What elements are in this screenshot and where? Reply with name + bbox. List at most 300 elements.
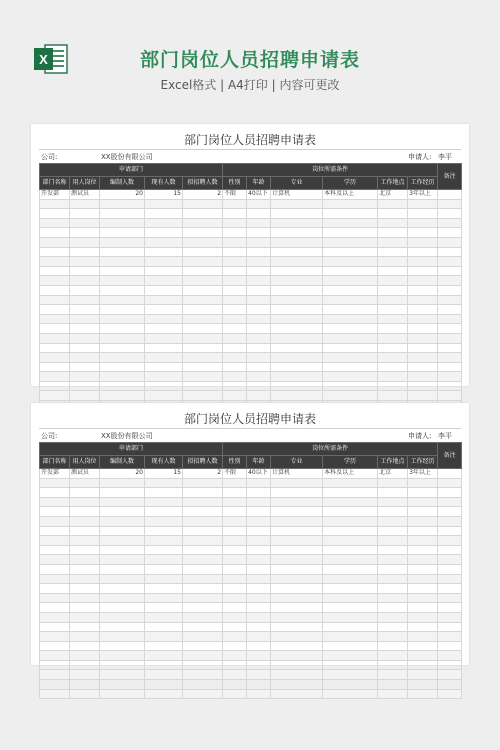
table-cell[interactable] [100,237,145,247]
table-cell[interactable] [145,603,183,613]
table-cell[interactable] [145,632,183,642]
table-cell[interactable] [145,545,183,555]
table-cell[interactable] [438,381,462,391]
table-cell[interactable] [247,612,271,622]
table-cell[interactable] [40,295,70,305]
table-cell[interactable] [271,555,323,565]
table-cell[interactable] [271,516,323,526]
table-cell[interactable] [247,488,271,498]
table-cell[interactable] [223,555,247,565]
table-cell[interactable] [40,641,70,651]
table-cell[interactable] [247,660,271,670]
table-cell[interactable] [223,314,247,324]
table-cell[interactable]: 20 [100,190,145,200]
table-cell[interactable] [100,381,145,391]
table-cell[interactable] [183,593,223,603]
table-cell[interactable]: 不限 [223,190,247,200]
table-cell[interactable] [100,372,145,382]
table-cell[interactable] [100,343,145,353]
table-cell[interactable] [145,660,183,670]
table-cell[interactable] [408,526,438,536]
table-cell[interactable] [271,218,323,228]
table-cell[interactable] [271,276,323,286]
table-cell[interactable] [70,497,100,507]
table-cell[interactable] [378,564,408,574]
table-cell[interactable] [378,478,408,488]
table-cell[interactable] [145,612,183,622]
table-cell[interactable] [100,526,145,536]
table-cell[interactable] [323,199,378,209]
table-cell[interactable]: 3年以上 [408,190,438,200]
table-cell[interactable] [378,680,408,690]
table-cell[interactable] [378,584,408,594]
table-cell[interactable] [40,651,70,661]
table-cell[interactable] [145,257,183,267]
table-cell[interactable] [438,333,462,343]
table-cell[interactable] [408,632,438,642]
table-cell[interactable] [247,362,271,372]
table-cell[interactable] [378,333,408,343]
table-cell[interactable] [145,343,183,353]
table-cell[interactable] [378,362,408,372]
table-cell[interactable] [223,622,247,632]
table-cell[interactable] [100,516,145,526]
table-cell[interactable] [145,622,183,632]
table-cell[interactable] [223,324,247,334]
table-cell[interactable] [378,353,408,363]
table-cell[interactable] [100,333,145,343]
table-cell[interactable] [247,247,271,257]
table-cell[interactable] [323,641,378,651]
table-cell[interactable] [247,199,271,209]
table-cell[interactable] [40,526,70,536]
table-cell[interactable] [40,680,70,690]
table-cell[interactable]: 2 [183,190,223,200]
table-cell[interactable] [70,651,100,661]
table-cell[interactable] [100,324,145,334]
table-cell[interactable] [100,593,145,603]
table-cell[interactable] [438,285,462,295]
table-cell[interactable] [408,555,438,565]
table-cell[interactable] [145,507,183,517]
table-cell[interactable] [40,353,70,363]
table-cell[interactable] [271,564,323,574]
table-cell[interactable] [378,526,408,536]
table-cell[interactable] [323,670,378,680]
table-cell[interactable]: 开发部 [40,190,70,200]
table-cell[interactable] [378,247,408,257]
table-cell[interactable] [100,353,145,363]
table-cell[interactable] [438,478,462,488]
table-cell[interactable] [145,516,183,526]
table-cell[interactable] [323,305,378,315]
table-cell[interactable] [438,190,462,200]
table-cell[interactable]: 3年以上 [408,469,438,479]
table-cell[interactable] [247,343,271,353]
table-cell[interactable] [323,257,378,267]
table-cell[interactable] [378,343,408,353]
table-cell[interactable] [40,209,70,219]
table-cell[interactable] [40,497,70,507]
table-cell[interactable] [183,285,223,295]
table-cell[interactable] [145,333,183,343]
table-cell[interactable] [271,526,323,536]
table-cell[interactable] [247,555,271,565]
table-cell[interactable] [70,603,100,613]
table-cell[interactable] [323,372,378,382]
table-cell[interactable] [408,689,438,699]
table-cell[interactable] [183,391,223,401]
table-cell[interactable] [247,237,271,247]
table-cell[interactable] [223,584,247,594]
table-cell[interactable] [183,622,223,632]
table-cell[interactable] [40,660,70,670]
table-cell[interactable] [247,526,271,536]
table-cell[interactable] [183,478,223,488]
table-cell[interactable] [378,305,408,315]
table-cell[interactable]: 不限 [223,469,247,479]
table-cell[interactable] [323,285,378,295]
table-cell[interactable] [408,333,438,343]
table-cell[interactable] [40,670,70,680]
table-cell[interactable] [323,237,378,247]
table-cell[interactable] [271,622,323,632]
table-cell[interactable] [408,324,438,334]
table-cell[interactable] [145,353,183,363]
table-cell[interactable] [100,612,145,622]
table-cell[interactable] [223,276,247,286]
table-cell[interactable] [70,545,100,555]
table-cell[interactable] [378,516,408,526]
table-cell[interactable] [223,391,247,401]
table-cell[interactable] [247,314,271,324]
table-cell[interactable] [271,680,323,690]
table-cell[interactable] [247,257,271,267]
table-cell[interactable] [100,622,145,632]
table-cell[interactable] [438,622,462,632]
table-cell[interactable] [323,689,378,699]
table-cell[interactable] [70,612,100,622]
table-cell[interactable] [247,295,271,305]
table-cell[interactable] [271,584,323,594]
table-cell[interactable] [183,488,223,498]
table-cell[interactable] [100,670,145,680]
table-cell[interactable] [223,488,247,498]
table-cell[interactable] [408,641,438,651]
table-cell[interactable] [438,632,462,642]
table-cell[interactable] [183,237,223,247]
table-cell[interactable] [145,381,183,391]
table-cell[interactable] [70,285,100,295]
table-cell[interactable] [40,612,70,622]
table-cell[interactable] [183,362,223,372]
table-cell[interactable] [323,266,378,276]
table-cell[interactable] [183,574,223,584]
table-cell[interactable] [223,593,247,603]
table-cell[interactable] [271,603,323,613]
table-cell[interactable] [70,372,100,382]
table-cell[interactable] [40,257,70,267]
table-cell[interactable] [223,497,247,507]
table-cell[interactable] [183,555,223,565]
table-cell[interactable] [323,632,378,642]
table-cell[interactable] [183,651,223,661]
table-cell[interactable] [271,497,323,507]
table-cell[interactable] [438,343,462,353]
table-cell[interactable] [271,237,323,247]
table-cell[interactable] [438,555,462,565]
table-cell[interactable] [323,622,378,632]
table-cell[interactable] [408,545,438,555]
table-cell[interactable] [271,651,323,661]
table-cell[interactable] [145,555,183,565]
table-cell[interactable] [183,526,223,536]
table-cell[interactable] [183,247,223,257]
table-cell[interactable] [223,237,247,247]
table-cell[interactable] [378,507,408,517]
table-cell[interactable] [223,545,247,555]
table-cell[interactable] [100,680,145,690]
table-cell[interactable] [247,324,271,334]
table-cell[interactable] [271,314,323,324]
table-cell[interactable] [378,314,408,324]
table-cell[interactable]: 2 [183,469,223,479]
table-cell[interactable] [40,632,70,642]
table-cell[interactable] [408,266,438,276]
table-cell[interactable] [70,478,100,488]
table-cell[interactable] [70,218,100,228]
table-cell[interactable] [183,689,223,699]
table-cell[interactable] [223,266,247,276]
table-cell[interactable] [378,285,408,295]
table-cell[interactable] [100,584,145,594]
table-cell[interactable] [100,488,145,498]
table-cell[interactable] [100,257,145,267]
table-cell[interactable] [438,574,462,584]
table-cell[interactable] [271,689,323,699]
table-cell[interactable] [438,469,462,479]
table-cell[interactable]: 15 [145,469,183,479]
table-cell[interactable] [378,266,408,276]
table-cell[interactable] [183,257,223,267]
table-cell[interactable] [323,209,378,219]
table-cell[interactable] [408,276,438,286]
table-cell[interactable] [40,372,70,382]
table-cell[interactable] [70,381,100,391]
table-cell[interactable] [183,507,223,517]
table-cell[interactable] [183,228,223,238]
table-cell[interactable] [145,228,183,238]
table-cell[interactable] [323,362,378,372]
table-cell[interactable] [323,391,378,401]
table-cell[interactable]: 20 [100,469,145,479]
table-cell[interactable] [223,247,247,257]
table-cell[interactable] [40,266,70,276]
table-cell[interactable] [247,305,271,315]
table-cell[interactable] [100,632,145,642]
table-cell[interactable] [223,632,247,642]
table-cell[interactable] [438,237,462,247]
table-cell[interactable] [323,333,378,343]
table-cell[interactable] [40,314,70,324]
table-cell[interactable] [438,689,462,699]
table-cell[interactable] [223,218,247,228]
table-cell[interactable] [145,391,183,401]
table-cell[interactable]: 开发部 [40,469,70,479]
table-cell[interactable] [223,564,247,574]
table-cell[interactable]: 计算机 [271,469,323,479]
table-cell[interactable] [438,680,462,690]
table-cell[interactable] [271,545,323,555]
table-cell[interactable] [145,670,183,680]
table-cell[interactable] [70,247,100,257]
table-cell[interactable] [70,314,100,324]
table-cell[interactable] [145,372,183,382]
table-cell[interactable] [408,305,438,315]
table-cell[interactable] [223,574,247,584]
table-cell[interactable] [408,574,438,584]
table-cell[interactable] [183,305,223,315]
table-cell[interactable] [183,584,223,594]
table-cell[interactable] [40,343,70,353]
table-cell[interactable] [40,478,70,488]
table-cell[interactable] [183,333,223,343]
table-cell[interactable] [271,372,323,382]
table-cell[interactable] [408,660,438,670]
table-cell[interactable] [40,276,70,286]
table-cell[interactable] [223,670,247,680]
table-cell[interactable] [438,651,462,661]
table-cell[interactable] [40,536,70,546]
table-cell[interactable] [247,507,271,517]
table-cell[interactable] [70,526,100,536]
table-cell[interactable] [438,276,462,286]
table-cell[interactable]: 计算机 [271,190,323,200]
table-cell[interactable]: 北京 [378,190,408,200]
table-cell[interactable] [378,324,408,334]
table-cell[interactable] [378,612,408,622]
table-cell[interactable] [145,247,183,257]
table-cell[interactable] [223,228,247,238]
table-cell[interactable] [70,507,100,517]
table-cell[interactable]: 本科及以上 [323,469,378,479]
table-cell[interactable] [100,218,145,228]
table-cell[interactable] [100,689,145,699]
table-cell[interactable] [378,228,408,238]
table-cell[interactable] [145,295,183,305]
table-cell[interactable] [40,622,70,632]
table-cell[interactable] [247,651,271,661]
table-cell[interactable] [408,478,438,488]
table-cell[interactable] [378,199,408,209]
table-cell[interactable] [438,362,462,372]
table-cell[interactable] [183,209,223,219]
table-cell[interactable] [408,257,438,267]
table-cell[interactable] [70,574,100,584]
table-cell[interactable] [40,247,70,257]
table-cell[interactable] [271,343,323,353]
table-cell[interactable] [408,295,438,305]
table-cell[interactable] [183,266,223,276]
table-cell[interactable] [100,574,145,584]
table-cell[interactable] [100,545,145,555]
table-cell[interactable] [223,612,247,622]
table-cell[interactable] [100,228,145,238]
table-cell[interactable] [40,603,70,613]
table-cell[interactable] [183,372,223,382]
table-cell[interactable] [378,497,408,507]
table-cell[interactable] [378,670,408,680]
table-cell[interactable] [40,574,70,584]
table-cell[interactable] [378,209,408,219]
table-cell[interactable] [145,324,183,334]
table-cell[interactable] [40,689,70,699]
table-cell[interactable] [40,333,70,343]
table-cell[interactable] [145,641,183,651]
table-cell[interactable] [100,295,145,305]
table-cell[interactable] [40,218,70,228]
table-cell[interactable]: 北京 [378,469,408,479]
table-cell[interactable] [378,622,408,632]
table-cell[interactable] [145,497,183,507]
table-cell[interactable] [271,353,323,363]
table-cell[interactable] [323,593,378,603]
table-cell[interactable] [223,536,247,546]
table-cell[interactable] [408,285,438,295]
table-cell[interactable] [183,343,223,353]
table-cell[interactable] [223,199,247,209]
table-cell[interactable] [223,295,247,305]
table-cell[interactable] [247,372,271,382]
table-cell[interactable] [438,391,462,401]
table-cell[interactable] [40,516,70,526]
table-cell[interactable] [271,507,323,517]
table-cell[interactable] [40,381,70,391]
table-cell[interactable] [271,285,323,295]
table-cell[interactable] [323,536,378,546]
table-cell[interactable] [145,314,183,324]
table-cell[interactable] [378,488,408,498]
table-cell[interactable] [183,612,223,622]
table-cell[interactable] [145,651,183,661]
table-cell[interactable] [438,488,462,498]
table-cell[interactable] [145,488,183,498]
table-cell[interactable] [438,526,462,536]
table-cell[interactable] [271,391,323,401]
table-cell[interactable] [223,333,247,343]
table-cell[interactable] [100,247,145,257]
table-cell[interactable] [70,622,100,632]
table-cell[interactable] [145,593,183,603]
table-cell[interactable] [408,209,438,219]
table-cell[interactable] [100,641,145,651]
table-cell[interactable] [223,516,247,526]
table-cell[interactable] [247,218,271,228]
table-cell[interactable] [271,381,323,391]
table-cell[interactable] [438,247,462,257]
table-cell[interactable] [145,362,183,372]
table-cell[interactable] [323,247,378,257]
table-cell[interactable] [323,680,378,690]
table-cell[interactable] [247,381,271,391]
table-cell[interactable] [70,228,100,238]
table-cell[interactable] [223,285,247,295]
table-cell[interactable] [247,680,271,690]
table-cell[interactable] [438,641,462,651]
table-cell[interactable] [100,507,145,517]
table-cell[interactable] [70,353,100,363]
table-cell[interactable] [323,545,378,555]
